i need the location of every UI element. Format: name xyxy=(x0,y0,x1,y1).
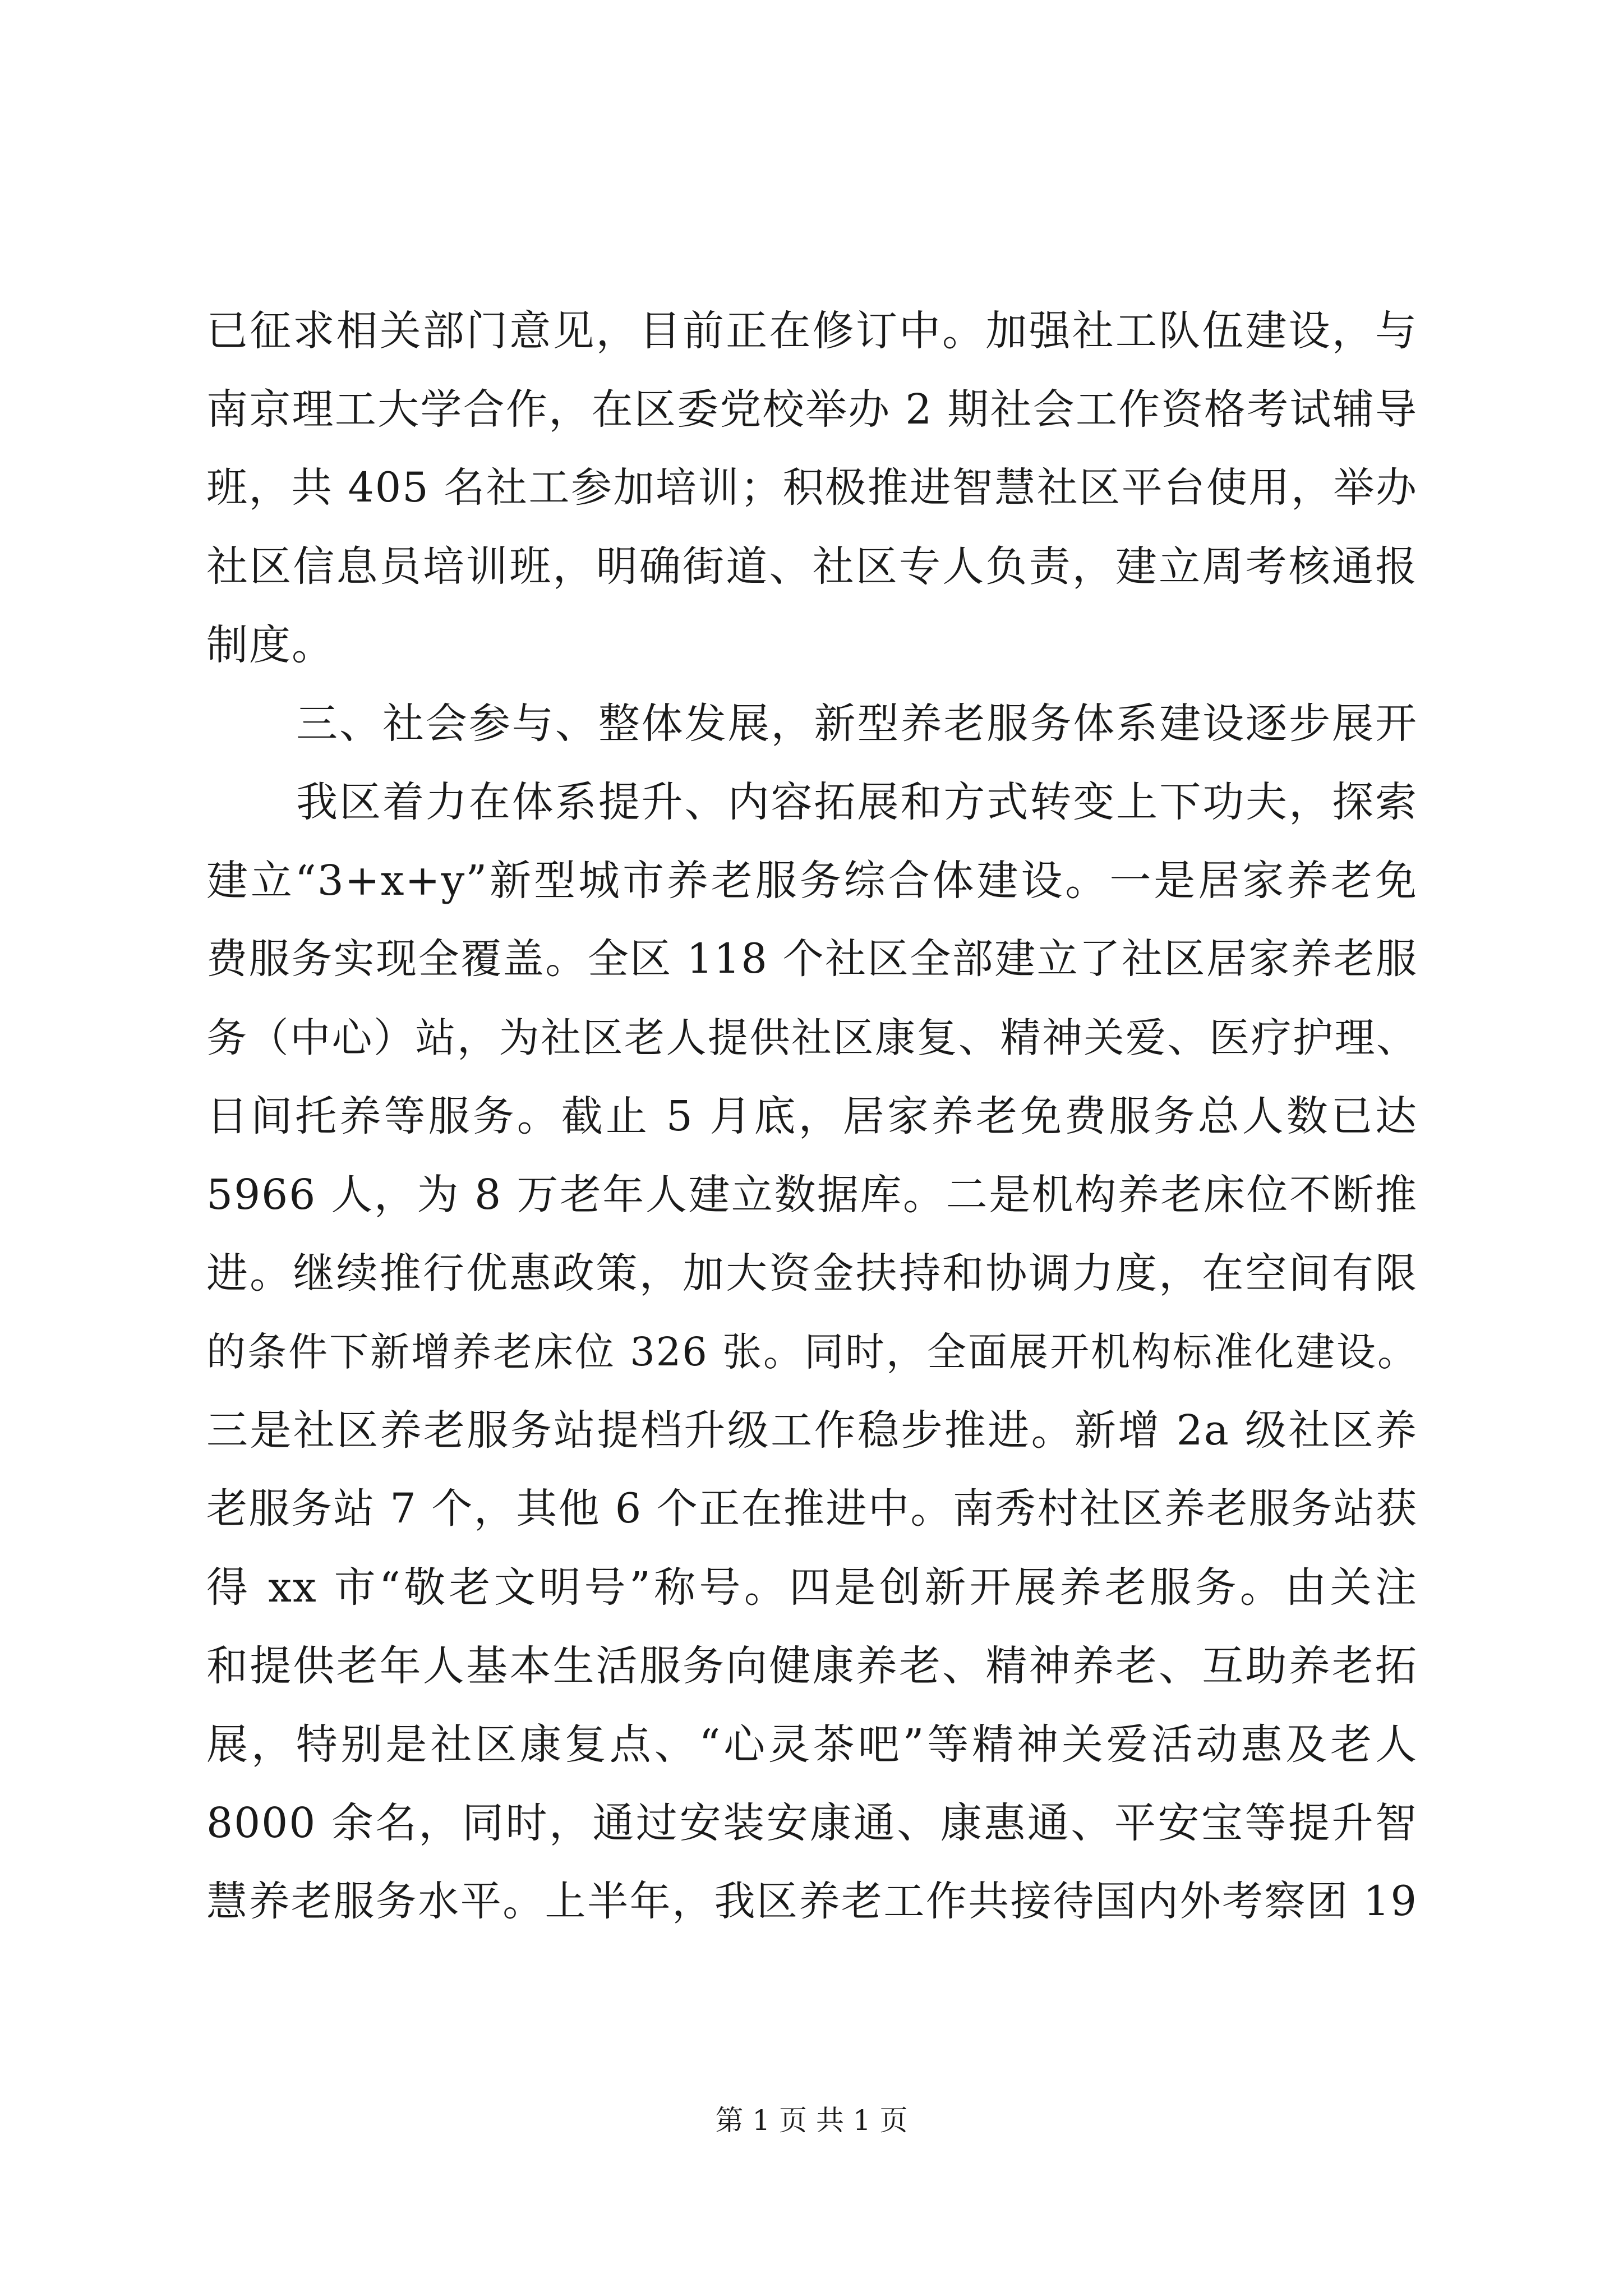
text-line: 建立“3+x+y”新型城市养老服务综合体建设。一是居家养老免 xyxy=(206,857,1418,905)
text-line: 三是社区养老服务站提档升级工作稳步推进。新增 2a 级社区养 xyxy=(206,1406,1418,1455)
text-line: 日间托养等服务。截止 5 月底，居家养老免费服务总人数已达 xyxy=(206,1092,1418,1140)
text-line: 三、社会参与、整体发展，新型养老服务体系建设逐步展开 xyxy=(296,700,1418,748)
text-line: 8000 余名，同时，通过安装安康通、康惠通、平安宝等提升智 xyxy=(206,1799,1418,1847)
text-line: 我区着力在体系提升、内容拓展和方式转变上下功夫，探索 xyxy=(296,778,1418,826)
text-line: 社区信息员培训班，明确街道、社区专人负责，建立周考核通报 xyxy=(206,542,1418,591)
text-line: 已征求相关部门意见，目前正在修订中。加强社工队伍建设，与 xyxy=(206,307,1418,355)
text-line: 务（中心）站，为社区老人提供社区康复、精神关爱、医疗护理、 xyxy=(206,1014,1418,1061)
text-line: 制度。 xyxy=(206,621,334,669)
text-line: 班，共 405 名社工参加培训；积极推进智慧社区平台使用，举办 xyxy=(206,464,1418,512)
text-line: 慧养老服务水平。上半年，我区养老工作共接待国内外考察团 19 xyxy=(206,1878,1418,1925)
text-line: 和提供老年人基本生活服务向健康养老、精神养老、互助养老拓 xyxy=(206,1642,1418,1690)
text-line: 得 xx 市“敬老文明号”称号。四是创新开展养老服务。由关注 xyxy=(206,1563,1418,1612)
text-line: 费服务实现全覆盖。全区 118 个社区全部建立了社区居家养老服 xyxy=(206,935,1418,983)
page-footer: 第 1 页 共 1 页 xyxy=(715,2104,908,2137)
text-line: 的条件下新增养老床位 326 张。同时，全面展开机构标准化建设。 xyxy=(206,1329,1418,1375)
text-line: 老服务站 7 个，其他 6 个正在推进中。南秀村社区养老服务站获 xyxy=(206,1485,1418,1533)
text-line: 南京理工大学合作，在区委党校举办 2 期社会工作资格考试辅导 xyxy=(206,385,1418,434)
text-line: 进。继续推行优惠政策，加大资金扶持和协调力度，在空间有限 xyxy=(206,1249,1418,1297)
body-text xyxy=(206,292,1418,1941)
text-line: 5966 人，为 8 万老年人建立数据库。二是机构养老床位不断推 xyxy=(206,1171,1418,1219)
text-line: 展，特别是社区康复点、“心灵茶吧”等精神关爱活动惠及老人 xyxy=(206,1720,1418,1769)
